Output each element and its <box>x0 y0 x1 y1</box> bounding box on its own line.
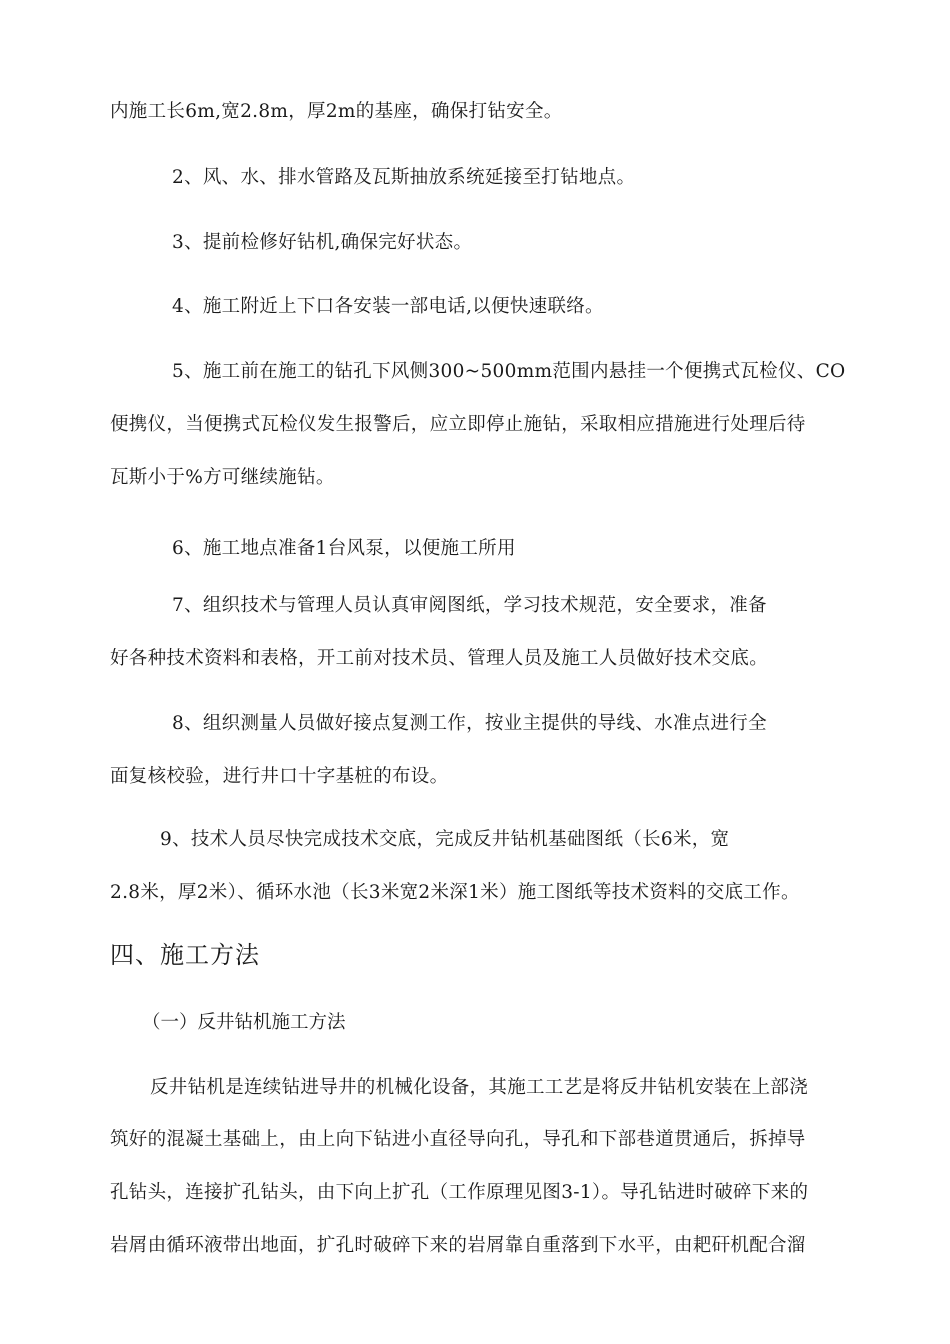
text-line: 好各种技术资料和表格，开工前对技术员、管理人员及施工人员做好技术交底。 <box>110 648 769 669</box>
body-paragraph-line: 岩屑由循环液带出地面，扩孔时破碎下来的岩屑靠自重落到下水平，由耙矸机配合溜 <box>110 1235 806 1256</box>
text-line: 瓦斯小于%方可继续施钻。 <box>110 467 335 488</box>
text-line: 内施工长6m,宽2.8m，厚2m的基座，确保打钻安全。 <box>110 101 563 122</box>
body-paragraph-line: 筑好的混凝土基础上，由上向下钻进小直径导向孔，导孔和下部巷道贯通后，拆掉导 <box>110 1129 806 1150</box>
list-item-2: 2、风、水、排水管路及瓦斯抽放系统延接至打钻地点。 <box>172 167 636 188</box>
list-item-6: 6、施工地点准备1台风泵，以便施工所用 <box>172 538 516 559</box>
list-item-4: 4、施工附近上下口各安装一部电话,以便快速联络。 <box>172 296 604 317</box>
body-paragraph-line: 反井钻机是连续钻进导井的机械化设备，其施工工艺是将反井钻机安装在上部浇 <box>150 1077 809 1098</box>
section-heading: 四、施工方法 <box>110 941 260 969</box>
list-item-7: 7、组织技术与管理人员认真审阅图纸，学习技术规范，安全要求，准备 <box>172 595 767 616</box>
text-line: 2.8米，厚2米）、循环水池（长3米宽2米深1米）施工图纸等技术资料的交底工作。 <box>110 882 800 903</box>
text-line: 便携仪，当便携式瓦检仪发生报警后，应立即停止施钻，采取相应措施进行处理后待 <box>110 414 806 435</box>
list-item-3: 3、提前检修好钻机,确保完好状态。 <box>172 232 473 253</box>
list-item-8: 8、组织测量人员做好接点复测工作，按业主提供的导线、水准点进行全 <box>172 713 767 734</box>
text-line: 面复核校验，进行井口十字基桩的布设。 <box>110 766 449 787</box>
body-paragraph-line: 孔钻头，连接扩孔钻头，由下向上扩孔（工作原理见图3-1）。导孔钻进时破碎下来的 <box>110 1182 809 1203</box>
list-item-9: 9、技术人员尽快完成技术交底，完成反井钻机基础图纸（长6米，宽 <box>160 829 730 850</box>
list-item-5: 5、施工前在施工的钻孔下风侧300~500mm范围内悬挂一个便携式瓦检仪、CO <box>172 361 846 382</box>
subsection-heading: （一）反井钻机施工方法 <box>142 1012 346 1033</box>
